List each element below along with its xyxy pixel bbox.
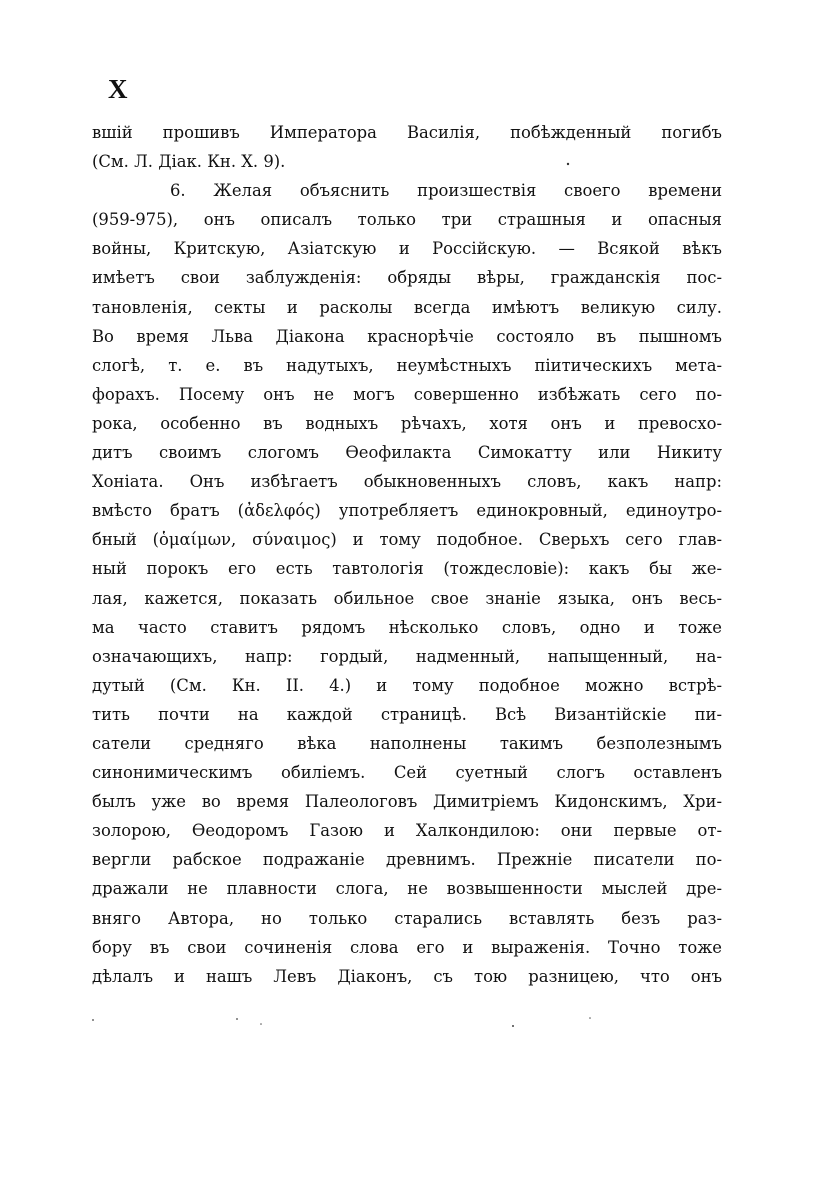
text-line: Хоніата. Онъ избѣгаетъ обыкновенныхъ словъ, какъ напр: — [92, 472, 722, 492]
text-line: (959-975), онъ описалъ только три страшныя и опасныя — [92, 210, 722, 230]
scan-speck — [236, 1018, 238, 1020]
text-line: бный (ὁμαίμων, σύναιμος) и тому подобное. Сверьхъ сего глав- — [92, 530, 722, 550]
text-line: сатели средняго вѣка наполнены такимъ безполезнымъ — [92, 733, 722, 753]
text-line: тановленія, секты и расколы всегда имѣютъ великую силу. — [92, 297, 722, 317]
text-line: вшій прошивъ Императора Василія, побѣжденный погибъ — [92, 123, 722, 142]
scan-speck — [589, 1017, 591, 1019]
page-number: X — [108, 74, 129, 104]
text-line: ма часто ставитъ рядомъ нѣсколько словъ, одно и тоже — [92, 617, 722, 637]
text-line: означающихъ, напр: гордый, надменный, напыщенный, на- — [92, 646, 722, 666]
text-line: имѣетъ свои заблужденія: обряды вѣры, гражданскія пос- — [92, 268, 722, 288]
text-line: вняго Автора, но только старались вставлять безъ раз- — [92, 908, 722, 928]
text-line: (См. Л. Діак. Кн. X. 9). — [92, 152, 286, 172]
text-line: форахъ. Посему онъ не могъ совершенно избѣжать сего по- — [92, 384, 722, 404]
text-line: ный порокъ его есть тавтологія (тождесловіе): какъ бы же- — [92, 559, 722, 579]
scan-speck — [512, 1025, 514, 1027]
text-line: Во время Льва Діакона краснорѣчіе состояло въ пышномъ — [92, 326, 722, 346]
text-line: синонимическимъ обиліемъ. Сей суетный слогъ оставленъ — [92, 763, 722, 783]
text-line: былъ уже во время Палеологовъ Димитріемъ Кидонскимъ, Хри- — [92, 792, 722, 812]
text-line: золорою, Ѳеодоромъ Газою и Халкондилою: они первые от- — [92, 821, 722, 841]
text-line: дражали не плавности слога, не возвышенности мыслей дре- — [92, 879, 722, 899]
page-text — [92, 118, 722, 991]
scan-speck — [260, 1023, 262, 1025]
text-line: тить почти на каждой страницѣ. Всѣ Византійскіе пи- — [92, 704, 722, 724]
text-line: дутый (См. Кн. II. 4.) и тому подобное можно встрѣ- — [92, 675, 722, 695]
text-line: бору въ свои сочиненія слова его и выраженія. Точно тоже — [92, 937, 722, 957]
text-line: дѣлалъ и нашъ Левъ Діаконъ, съ тою разницею, что онъ — [92, 966, 722, 986]
scan-speck — [92, 1019, 94, 1021]
text-line: дитъ своимъ слогомъ Ѳеофилакта Симокатту или Никиту — [92, 443, 722, 463]
text-line: лая, кажется, показать обильное свое знаніе языка, онъ весь- — [92, 588, 722, 608]
text-line: рока, особенно въ водныхъ рѣчахъ, хотя онъ и превосхо- — [92, 413, 722, 433]
paragraph-start-line: 6. Желая объяснить произшествія своего времени — [170, 181, 722, 201]
text-line: вмѣсто братъ (ἀδελφός) употребляетъ единокровный, единоутро- — [92, 501, 722, 521]
text-line: слогѣ, т. е. въ надутыхъ, неумѣстныхъ піитическихъ мета- — [92, 355, 722, 375]
text-line: войны, Критскую, Азіатскую и Россійскую. — Всякой вѣкъ — [92, 239, 722, 259]
text-line: вергли рабское подражаніе древнимъ. Прежніе писатели по- — [92, 850, 722, 870]
